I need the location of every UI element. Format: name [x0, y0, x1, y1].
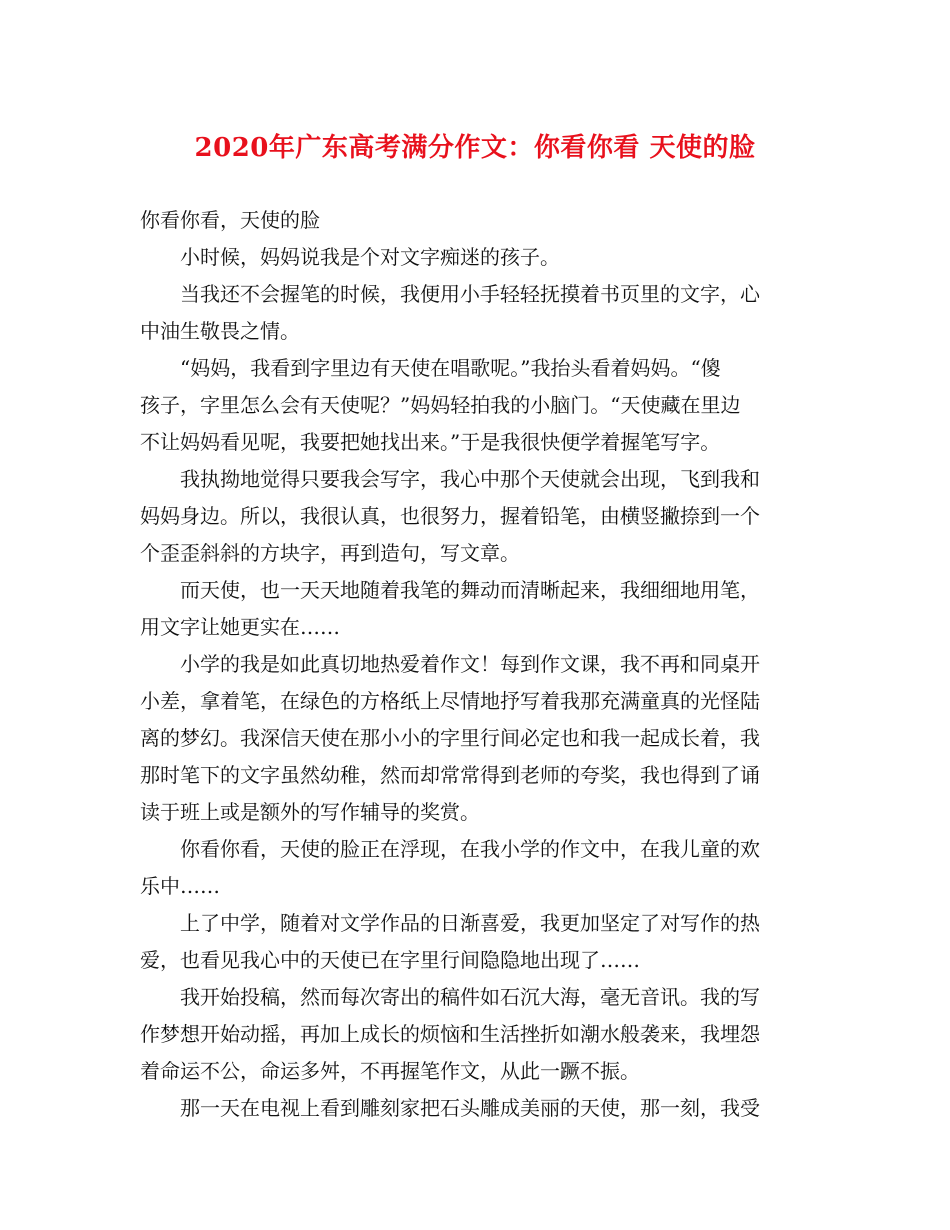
text-line: 作梦想开始动摇，再加上成长的烦恼和生活挫折如潮水般袭来，我埋怨: [140, 1022, 760, 1046]
text-line: 着命运不公，命运多舛，不再握笔作文，从此一蹶不振。: [140, 1059, 640, 1083]
text-line: 我执拗地觉得只要我会写字，我心中那个天使就会出现，飞到我和: [180, 467, 760, 491]
text-line: 妈妈身边。所以，我很认真，也很努力，握着铅笔，由横竖撇捺到一个: [140, 504, 760, 528]
text-line: 你看你看，天使的脸: [140, 208, 320, 232]
text-line: 小差，拿着笔，在绿色的方格纸上尽情地抒写着我那充满童真的光怪陆: [140, 689, 760, 713]
text-line: 小时候，妈妈说我是个对文字痴迷的孩子。: [180, 245, 560, 269]
text-line: 而天使，也一天天地随着我笔的舞动而清晰起来，我细细地用笔，: [180, 578, 760, 602]
text-line: 当我还不会握笔的时候，我便用小手轻轻抚摸着书页里的文字，心: [180, 282, 760, 306]
document-body: [140, 202, 815, 1127]
text-line: 不让妈妈看见呢，我要把她找出来。”于是我很快便学着握笔写字。: [140, 430, 721, 454]
text-line: 用文字让她更实在……: [140, 615, 340, 639]
text-line: 孩子，字里怎么会有天使呢？”妈妈轻拍我的小脑门。“天使藏在里边: [140, 393, 741, 417]
document-title: 2020年广东高考满分作文：你看你看 天使的脸: [194, 133, 756, 163]
text-line: 上了中学，随着对文学作品的日渐喜爱，我更加坚定了对写作的热: [180, 911, 760, 935]
text-line: 爱，也看见我心中的天使已在字里行间隐隐地出现了……: [140, 948, 640, 972]
text-line: 中油生敬畏之情。: [140, 319, 300, 343]
text-line: 那一天在电视上看到雕刻家把石头雕成美丽的天使，那一刻，我受: [180, 1096, 760, 1120]
text-line: 离的梦幻。我深信天使在那小小的字里行间必定也和我一起成长着，我: [140, 726, 760, 750]
text-line: 我开始投稿，然而每次寄出的稿件如石沉大海，毫无音讯。我的写: [180, 985, 760, 1009]
text-line: “妈妈，我看到字里边有天使在唱歌呢。”我抬头看着妈妈。“傻: [180, 356, 721, 380]
text-line: 你看你看，天使的脸正在浮现，在我小学的作文中，在我儿童的欢: [180, 837, 760, 861]
text-line: 那时笔下的文字虽然幼稚，然而却常常得到老师的夸奖，我也得到了诵: [140, 763, 760, 787]
text-line: 读于班上或是额外的写作辅导的奖赏。: [140, 800, 480, 824]
text-line: 乐中……: [140, 874, 220, 898]
text-line: 个歪歪斜斜的方块字，再到造句，写文章。: [140, 541, 520, 565]
text-line: 小学的我是如此真切地热爱着作文！每到作文课，我不再和同桌开: [180, 652, 760, 676]
